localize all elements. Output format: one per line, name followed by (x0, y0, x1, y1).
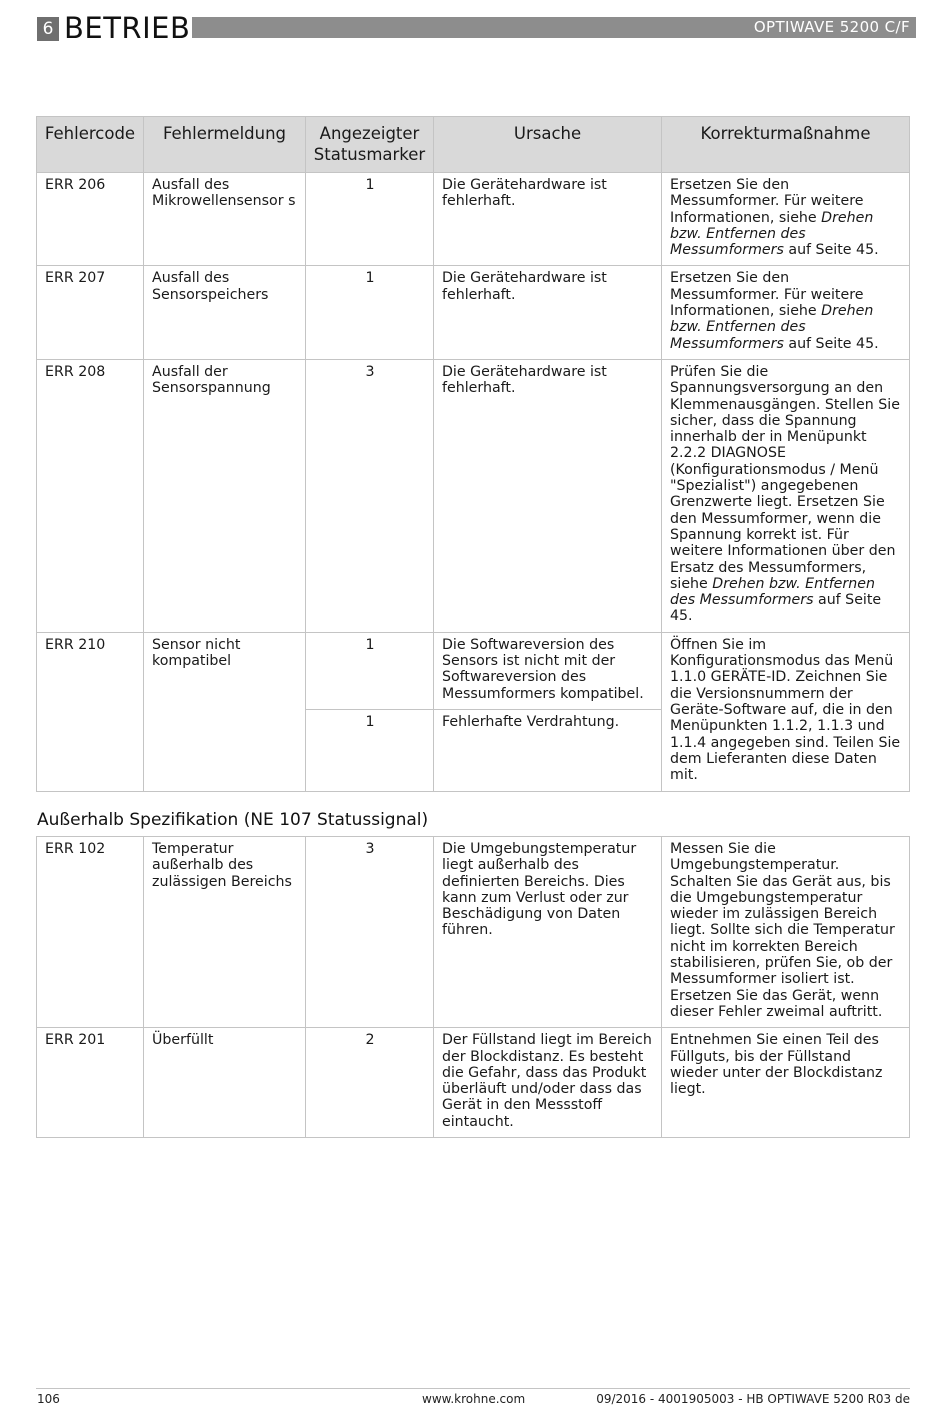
error-code: ERR 208 (37, 359, 144, 632)
error-message: Ausfall der Sensorspannung (144, 359, 306, 632)
status-marker: 1 (306, 709, 434, 791)
table-row (37, 632, 910, 709)
error-code: ERR 206 (37, 173, 144, 266)
chapter-title: BETRIEB (64, 11, 191, 45)
out-of-spec-table (36, 836, 910, 1138)
corrective-action (662, 359, 910, 632)
website-link[interactable]: www.krohne.com (422, 1392, 526, 1406)
status-marker: 3 (306, 837, 434, 1028)
action-text: Ersetzen Sie den Messumformer. Für weitere Informationen, siehe (670, 270, 864, 320)
cross-reference-link[interactable]: Drehen bzw. Entfernen des Messumformers (670, 575, 875, 609)
error-message: Ausfall des Mikrowellensensor s (144, 173, 306, 266)
status-marker: 1 (306, 266, 434, 359)
document-reference: 09/2016 - 4001905003 - HB OPTIWAVE 5200 R03 de (596, 1392, 910, 1406)
error-message: Überfüllt (144, 1028, 306, 1138)
error-cause: Die Gerätehardware ist fehlerhaft. (434, 173, 662, 266)
chapter-number: 6 (37, 17, 59, 41)
error-cause: Die Gerätehardware ist fehlerhaft. (434, 359, 662, 632)
action-text: Prüfen Sie die Spannungsversorgung an den Klemmenausgängen. Stellen Sie sicher, dass die Spannung innerhalb der in Menüpunkt 2.2.2 DIAGNOSE (Konfigurationsmodus / Menü "Spezialist") angegebenen Grenzwerte liegt. Ersetzen Sie den Messumformer, wenn die Spannung korrekt ist. Für weitere Informationen über den Ersatz des Messumformers, siehe (670, 363, 900, 592)
status-marker: 1 (306, 173, 434, 266)
footer-divider (36, 1388, 910, 1389)
table-row (37, 359, 910, 632)
corrective-action: Öffnen Sie im Konfigurationsmodus das Menü 1.1.0 GERÄTE-ID. Zeichnen Sie die Versionsnummern der Geräte-Software auf, die in den Menüpunkten 1.1.2, 1.1.3 und 1.1.4 angegeben sind. Teilen Sie dem Lieferanten diese Daten mit. (662, 632, 910, 791)
status-marker: 3 (306, 359, 434, 632)
error-cause: Die Umgebungstemperatur liegt außerhalb des definierten Bereichs. Dies kann zum Verlust oder zur Beschädigung von Daten führen. (434, 837, 662, 1028)
header-statusmarker: Angezeigter Statusmarker (306, 117, 434, 173)
action-text-suffix: auf Seite 45. (670, 592, 882, 625)
header-ursache: Ursache (434, 117, 662, 173)
table-row (37, 837, 910, 1028)
status-marker: 2 (306, 1028, 434, 1138)
error-message: Ausfall des Sensorspeichers (144, 266, 306, 359)
table-row (37, 266, 910, 359)
error-cause: Der Füllstand liegt im Bereich der Blockdistanz. Es besteht die Gefahr, dass das Produkt überläuft und/oder dass das Gerät in den Messstoff eintaucht. (434, 1028, 662, 1138)
action-text-suffix: auf Seite 45. (783, 335, 879, 352)
error-cause: Die Gerätehardware ist fehlerhaft. (434, 266, 662, 359)
header-korrekturmassnahme: Korrekturmaßnahme (662, 117, 910, 173)
error-cause: Die Softwareversion des Sensors ist nicht mit der Softwareversion des Messumformers kompatibel. (434, 632, 662, 709)
corrective-action: Messen Sie die Umgebungstemperatur. Schalten Sie das Gerät aus, bis die Umgebungstemperatur wieder im zulässigen Bereich liegt. Sollte sich die Temperatur nicht im korrekten Bereich stabilisieren, prüfen Sie, ob der Messumformer isoliert ist. Ersetzen Sie das Gerät, wenn dieser Fehler zweimal auftritt. (662, 837, 910, 1028)
table-row (37, 173, 910, 266)
page-number: 106 (37, 1392, 60, 1406)
header-fehlercode: Fehlercode (37, 117, 144, 173)
error-message: Sensor nicht kompatibel (144, 632, 306, 791)
action-text: Ersetzen Sie den Messumformer. Für weitere Informationen, siehe (670, 177, 864, 226)
error-code: ERR 201 (37, 1028, 144, 1138)
error-code: ERR 207 (37, 266, 144, 359)
error-code: ERR 210 (37, 632, 144, 791)
table-row (37, 1028, 910, 1138)
table-header-row (37, 117, 910, 173)
corrective-action: Entnehmen Sie einen Teil des Füllguts, bis der Füllstand wieder unter der Blockdistanz liegt. (662, 1028, 910, 1138)
error-table (36, 116, 910, 792)
error-cause: Fehlerhafte Verdrahtung. (434, 709, 662, 791)
header-fehlermeldung: Fehlermeldung (144, 117, 306, 173)
error-message: Temperatur außerhalb des zulässigen Bereichs (144, 837, 306, 1028)
section-heading: Außerhalb Spezifikation (NE 107 Statussignal) (37, 810, 429, 830)
action-text-suffix: auf Seite 45. (783, 242, 879, 259)
corrective-action (662, 266, 910, 359)
corrective-action (662, 173, 910, 266)
error-code: ERR 102 (37, 837, 144, 1028)
cross-reference-link[interactable]: Drehen bzw. Entfernen des Messumformers (670, 209, 874, 259)
status-marker: 1 (306, 632, 434, 709)
cross-reference-link[interactable]: Drehen bzw. Entfernen des Messumformers (670, 303, 874, 352)
product-name-bar: OPTIWAVE 5200 C/F (192, 17, 916, 38)
